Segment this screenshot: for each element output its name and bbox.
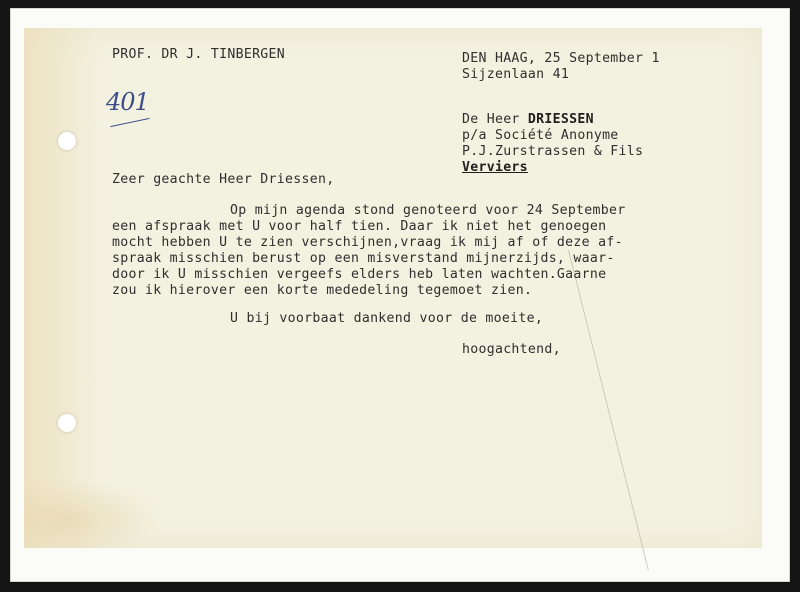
body-line-3: mocht hebben U te zien verschijnen,vraag ik mij af of deze af- — [112, 235, 623, 250]
punch-hole-bottom — [58, 414, 76, 432]
body-line-2: een afspraak met U voor half tien. Daar ik niet het genoegen — [112, 219, 607, 234]
recipient-name — [462, 112, 594, 128]
body-line-1: Op mijn agenda stond genoteerd voor 24 September — [230, 203, 626, 218]
sender-line: PROF. DR J. TINBERGEN — [112, 47, 286, 62]
punch-hole-top — [58, 132, 76, 150]
salutation: Zeer geachte Heer Driessen, — [112, 172, 335, 187]
body-line-5: door ik U misschien vergeefs elders heb laten wachten.Gaarne — [112, 267, 607, 282]
body-line-6: zou ik hierover een korte mededeling tegemoet zien. — [112, 283, 533, 298]
sender-address: Sijzenlaan 41 — [462, 67, 570, 82]
recipient-name-prefix: De Heer — [462, 112, 528, 127]
paper-stain-left — [24, 28, 104, 548]
recipient-surname: DRIESSEN — [527, 112, 594, 127]
recipient-city: Verviers — [462, 160, 528, 175]
closing-line: U bij voorbaat dankend voor de moeite, — [230, 311, 544, 326]
recipient-line3: P.J.Zurstrassen & Fils — [462, 144, 644, 159]
paper-stain-bottom — [24, 478, 164, 548]
recipient-line2: p/a Société Anonyme — [462, 128, 619, 143]
valediction: hoogachtend, — [462, 342, 561, 357]
body-line-4: spraak misschien berust op een misverstand mijnerzijds, waar- — [112, 251, 615, 266]
handwritten-annotation: 401 — [106, 88, 149, 116]
place-date-line: DEN HAAG, 25 September 1 — [462, 51, 660, 66]
